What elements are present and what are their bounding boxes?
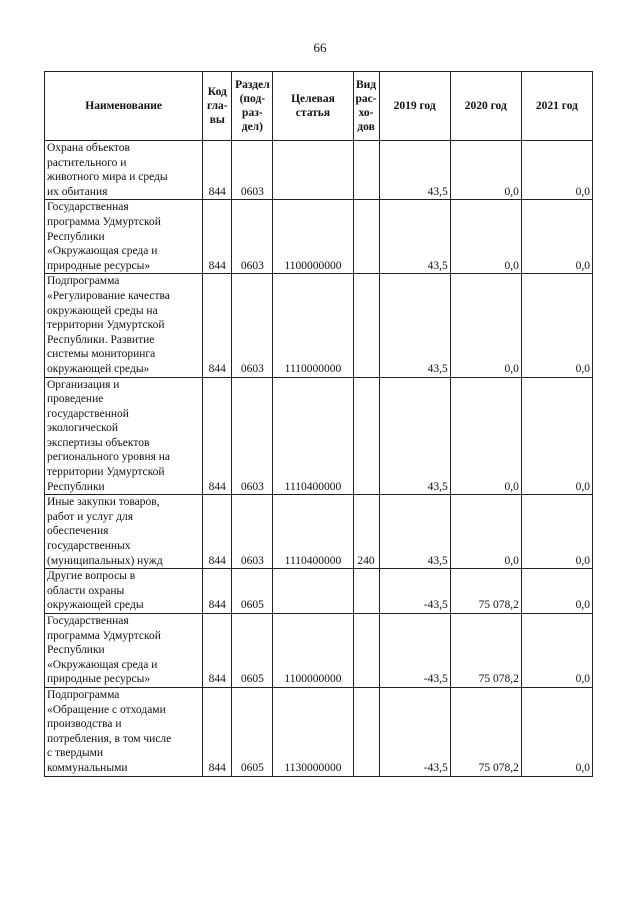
row-2019: 43,5 bbox=[379, 377, 450, 495]
row-code: 844 bbox=[203, 495, 232, 569]
page-number: 66 bbox=[313, 40, 327, 55]
table-row bbox=[45, 687, 593, 776]
row-2021: 0,0 bbox=[521, 687, 592, 776]
row-target: 1100000000 bbox=[273, 614, 353, 688]
row-section: 0605 bbox=[232, 687, 273, 776]
table-row bbox=[45, 141, 593, 200]
row-target: 1110000000 bbox=[273, 274, 353, 377]
table-row bbox=[45, 614, 593, 688]
row-section: 0603 bbox=[232, 495, 273, 569]
header-section: Раздел (под- раз- дел) bbox=[232, 72, 273, 141]
row-2020: 75 078,2 bbox=[450, 687, 521, 776]
header-name: Наименование bbox=[45, 72, 203, 141]
row-2019: -43,5 bbox=[379, 614, 450, 688]
row-2020: 0,0 bbox=[450, 200, 521, 274]
row-2019: -43,5 bbox=[379, 569, 450, 614]
row-2020: 0,0 bbox=[450, 141, 521, 200]
row-name: Другие вопросы в области охраны окружающей среды bbox=[45, 569, 203, 614]
table-row bbox=[45, 569, 593, 614]
table-row bbox=[45, 200, 593, 274]
row-code: 844 bbox=[203, 614, 232, 688]
row-2021: 0,0 bbox=[521, 200, 592, 274]
row-section: 0603 bbox=[232, 274, 273, 377]
row-kind bbox=[353, 200, 379, 274]
row-kind bbox=[353, 141, 379, 200]
row-code: 844 bbox=[203, 141, 232, 200]
header-row bbox=[45, 72, 593, 141]
row-kind bbox=[353, 614, 379, 688]
row-section: 0605 bbox=[232, 614, 273, 688]
row-target bbox=[273, 141, 353, 200]
row-2019: 43,5 bbox=[379, 274, 450, 377]
row-section: 0603 bbox=[232, 377, 273, 495]
row-2020: 75 078,2 bbox=[450, 569, 521, 614]
row-2021: 0,0 bbox=[521, 569, 592, 614]
table-row bbox=[45, 377, 593, 495]
row-2021: 0,0 bbox=[521, 377, 592, 495]
row-code: 844 bbox=[203, 377, 232, 495]
row-target: 1110400000 bbox=[273, 495, 353, 569]
row-2021: 0,0 bbox=[521, 274, 592, 377]
row-kind bbox=[353, 274, 379, 377]
row-name: Иные закупки товаров, работ и услуг для обеспечения государственных (муниципальных) нужд bbox=[45, 495, 203, 569]
row-target: 1130000000 bbox=[273, 687, 353, 776]
row-name: Государственная программа Удмуртской Республики «Окружающая среда и природные ресурсы» bbox=[45, 614, 203, 688]
budget-table bbox=[44, 71, 593, 777]
header-2020: 2020 год bbox=[450, 72, 521, 141]
table-row bbox=[45, 274, 593, 377]
row-2020: 0,0 bbox=[450, 274, 521, 377]
row-target: 1100000000 bbox=[273, 200, 353, 274]
row-target: 1110400000 bbox=[273, 377, 353, 495]
header-target: Целевая статья bbox=[273, 72, 353, 141]
row-name: Организация и проведение государственной экологической экспертизы объектов регионального уровня на территории Удмуртской Республики bbox=[45, 377, 203, 495]
row-2019: 43,5 bbox=[379, 200, 450, 274]
row-2020: 0,0 bbox=[450, 377, 521, 495]
table-row bbox=[45, 495, 593, 569]
row-kind bbox=[353, 569, 379, 614]
row-2020: 0,0 bbox=[450, 495, 521, 569]
row-2021: 0,0 bbox=[521, 141, 592, 200]
header-kind: Вид рас- хо- дов bbox=[353, 72, 379, 141]
row-section: 0603 bbox=[232, 200, 273, 274]
row-name: Охрана объектов растительного и животного мира и среды их обитания bbox=[45, 141, 203, 200]
row-code: 844 bbox=[203, 569, 232, 614]
row-target bbox=[273, 569, 353, 614]
row-kind bbox=[353, 687, 379, 776]
row-2021: 0,0 bbox=[521, 614, 592, 688]
row-code: 844 bbox=[203, 687, 232, 776]
row-name: Государственная программа Удмуртской Республики «Окружающая среда и природные ресурсы» bbox=[45, 200, 203, 274]
row-code: 844 bbox=[203, 274, 232, 377]
row-2019: 43,5 bbox=[379, 495, 450, 569]
row-section: 0603 bbox=[232, 141, 273, 200]
row-section: 0605 bbox=[232, 569, 273, 614]
row-kind bbox=[353, 377, 379, 495]
row-2019: -43,5 bbox=[379, 687, 450, 776]
row-kind: 240 bbox=[353, 495, 379, 569]
header-2019: 2019 год bbox=[379, 72, 450, 141]
row-code: 844 bbox=[203, 200, 232, 274]
row-2021: 0,0 bbox=[521, 495, 592, 569]
row-2020: 75 078,2 bbox=[450, 614, 521, 688]
header-2021: 2021 год bbox=[521, 72, 592, 141]
header-code: Код гла- вы bbox=[203, 72, 232, 141]
row-2019: 43,5 bbox=[379, 141, 450, 200]
row-name: Подпрограмма «Регулирование качества окружающей среды на территории Удмуртской Республики. Развитие системы мониторинга окружающей среды» bbox=[45, 274, 203, 377]
row-name: Подпрограмма «Обращение с отходами производства и потребления, в том числе с твердыми коммунальными bbox=[45, 687, 203, 776]
